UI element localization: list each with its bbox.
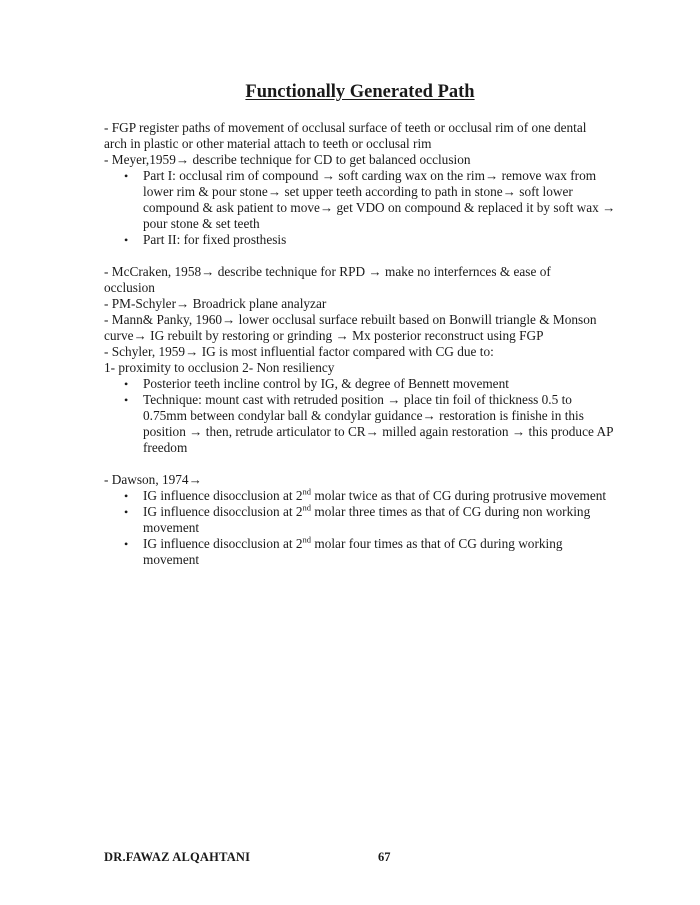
paragraph-mccraken: - McCraken, 1958→ describe technique for RPD → make no interfernces & ease of occlusion [104, 264, 551, 295]
bullet-text-part-two: Part II: for fixed prosthesis [143, 232, 287, 247]
list-item [124, 376, 624, 392]
paragraph-dawson: - Dawson, 1974→ [104, 472, 202, 487]
paragraph-schyler: - Schyler, 1959→ IG is most influential factor compared with CG due to: [104, 344, 494, 359]
content-body [104, 120, 624, 568]
page-number: 67 [378, 850, 391, 864]
footer-author: DR.FAWAZ ALQAHTANI [104, 850, 251, 864]
list-item [124, 392, 624, 456]
bullet-icon: • [124, 393, 129, 407]
list-item [124, 504, 624, 536]
list-item [124, 536, 624, 568]
bullet-icon: • [124, 505, 129, 519]
meyer-bullet-list [104, 168, 624, 248]
page-title: Functionally Generated Path [245, 82, 475, 102]
bullet-text-protrusive: IG influence disocclusion at 2nd molar twice as that of CG during protrusive movement [143, 486, 607, 503]
bullet-text-part-one: Part I: occlusal rim of compound → soft carding wax on the rim→ remove wax from lower rim & pour stone→ set upper teeth according to path in stone→ soft lower compound & ask patient to move→ get VDO on compound & replaced it by soft wax → pour stone & set teeth [143, 168, 616, 231]
bullet-icon: • [124, 169, 129, 183]
paragraph-proximity: 1- proximity to occlusion 2- Non resiliency [104, 360, 335, 375]
bullet-text-non-working: IG influence disocclusion at 2nd molar three times as that of CG during non working movement [143, 502, 591, 535]
bullet-text-technique: Technique: mount cast with retruded position → place tin foil of thickness 0.5 to 0.75mm between condylar ball & condylar guidance→ restoration is finishe in this position → then, retrude articulator to CR→ milled again restoration → this produce AP freedom [143, 392, 613, 455]
bullet-text-posterior: Posterior teeth incline control by IG, & degree of Bennett movement [143, 376, 509, 391]
paragraph-fgp-definition: - FGP register paths of movement of occlusal surface of teeth or occlusal rim of one dental arch in plastic or other material attach to teeth or occlusal rim [104, 120, 587, 151]
paragraph-mann-panky: - Mann& Panky, 1960→ lower occlusal surface rebuilt based on Bonwill triangle & Monson curve→ IG rebuilt by restoring or grinding → Mx posterior reconstruct using FGP [104, 312, 597, 343]
bullet-icon: • [124, 377, 129, 391]
bullet-icon: • [124, 233, 129, 247]
paragraph-meyer: - Meyer,1959→ describe technique for CD to get balanced occlusion [104, 152, 471, 167]
bullet-icon: • [124, 489, 129, 503]
bullet-icon: • [124, 537, 129, 551]
bullet-text-working: IG influence disocclusion at 2nd molar four times as that of CG during working movement [143, 534, 563, 567]
dawson-bullet-list [104, 488, 624, 568]
paragraph-pm-schyler: - PM-Schyler→ Broadrick plane analyzar [104, 296, 327, 311]
list-item [124, 232, 624, 248]
schyler-bullet-list [104, 376, 624, 456]
list-item [124, 488, 624, 504]
list-item [124, 168, 624, 232]
